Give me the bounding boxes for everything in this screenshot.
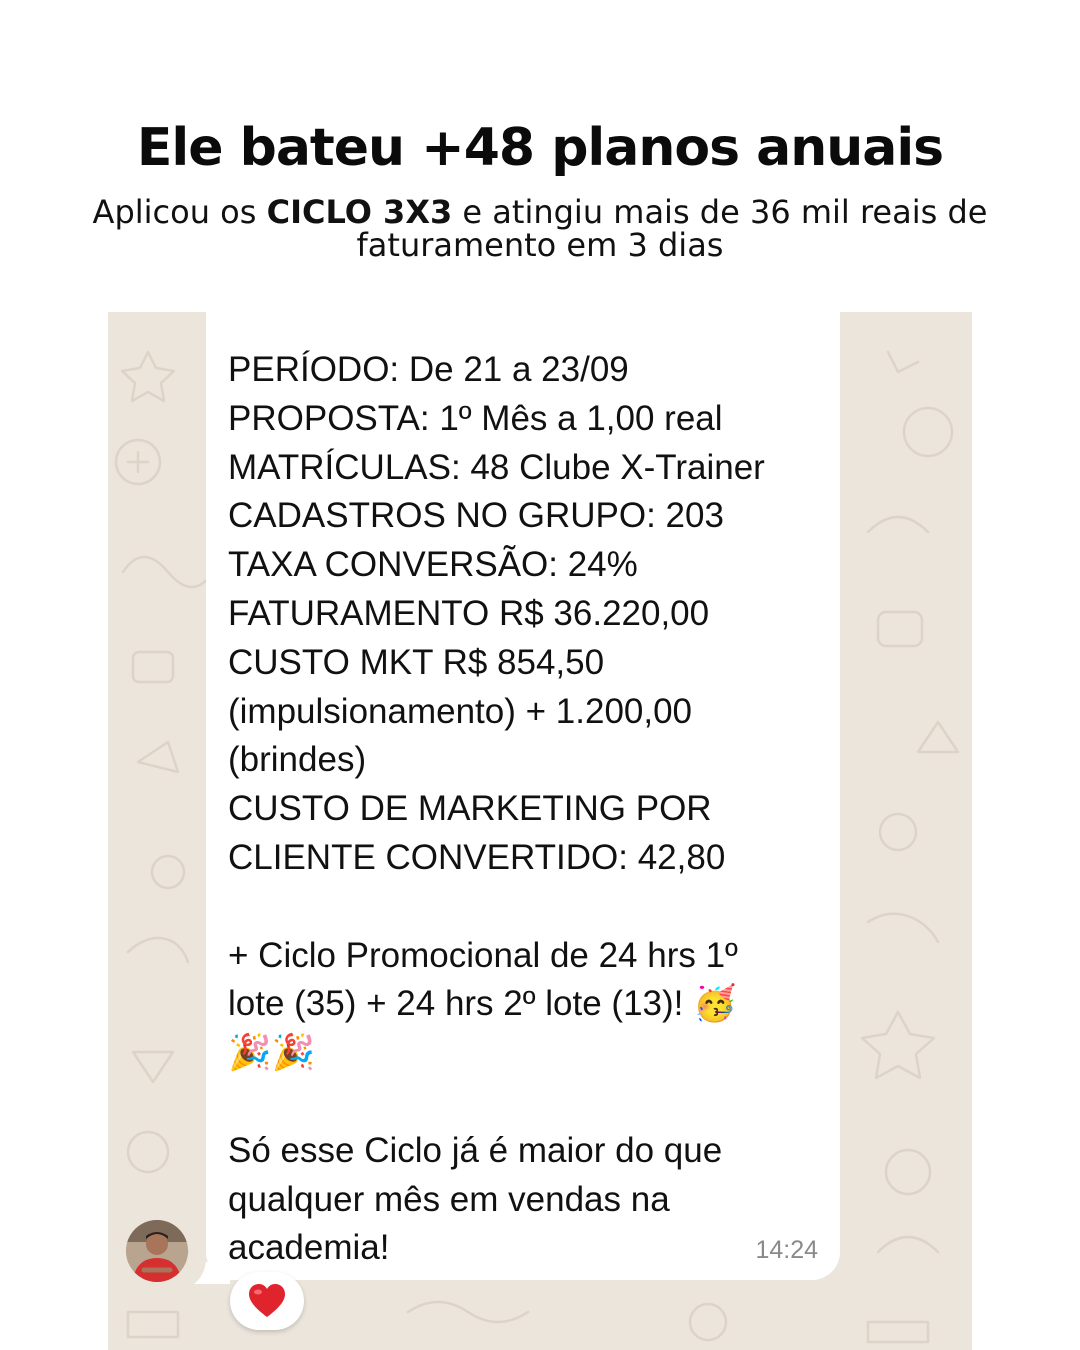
chat-background (108, 312, 972, 1350)
subheadline-pre: Aplicou os (92, 193, 267, 231)
headline: Ele bateu +48 planos anuais (136, 118, 944, 178)
message-timestamp: 14:24 (755, 1236, 818, 1264)
avatar[interactable] (126, 1220, 188, 1282)
reaction-badge[interactable] (230, 1272, 304, 1330)
subheadline-post: e atingiu mais de 36 mil reais de faturamento em 3 dias (356, 193, 988, 264)
heart-icon (247, 1283, 287, 1319)
subheadline (90, 193, 990, 264)
avatar-person-icon (126, 1220, 188, 1282)
subheadline-bold: CICLO 3X3 (266, 193, 453, 231)
message-text: PERÍODO: De 21 a 23/09 PROPOSTA: 1º Mês a 1,00 real MATRÍCULAS: 48 Clube X-Trainer CADASTROS NO GRUPO: 203 TAXA CONVERSÃO: 24% FATURAMENTO R$ 36.220,00 CUSTO MKT R$ 854,50 (impulsionamento) + 1.200,00 (brindes) CUSTO DE MARKETING POR CLIENTE CONVERTIDO: 42,80 + Ciclo Promocional de 24 hrs 1º lote (35) + 24 hrs 2º lote (13)! 🥳 🎉🎉 Só esse Ciclo já é maior do que qualquer mês em vendas na academia! (228, 350, 765, 1268)
message-bubble[interactable] (206, 312, 840, 1280)
